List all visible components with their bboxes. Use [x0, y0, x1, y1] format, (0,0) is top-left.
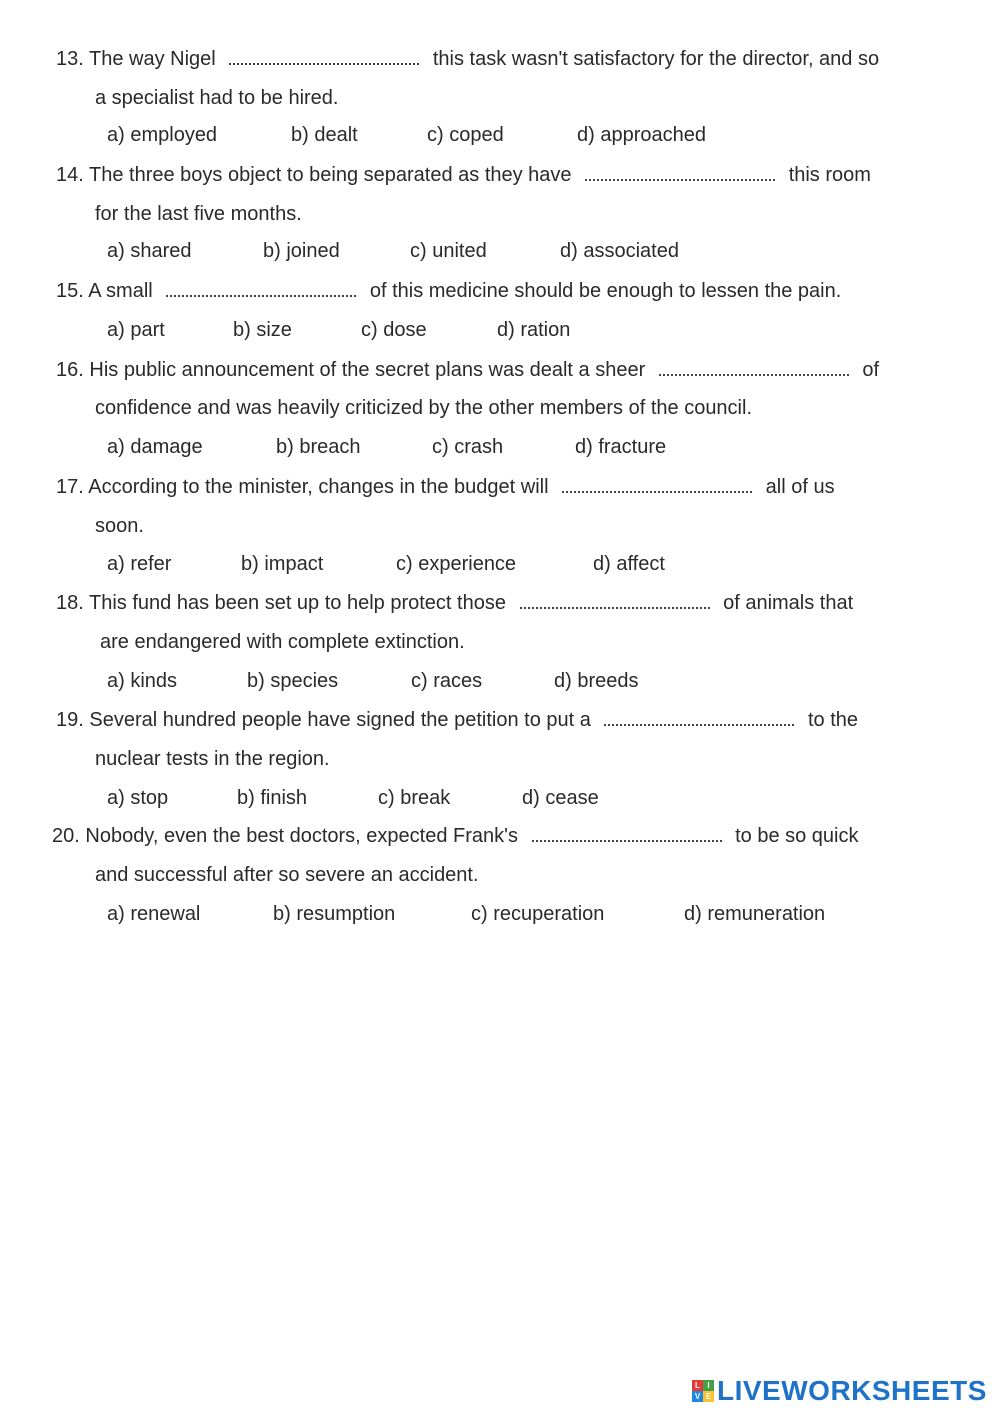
answer-blank[interactable] [221, 47, 427, 71]
question-line [52, 824, 859, 848]
question-continuation: are endangered with complete extinction. [100, 631, 465, 653]
question-number: 18. [56, 592, 84, 614]
question-number: 17. [56, 476, 84, 498]
option-a[interactable]: a) refer [107, 553, 172, 575]
question-text-after: to be so quick [735, 825, 859, 847]
option-b[interactable]: b) species [247, 670, 339, 692]
question-continuation: soon. [95, 515, 144, 537]
question-text-before: This fund has been set up to help protect those [89, 592, 506, 614]
question-text-after: to the [807, 709, 859, 731]
option-d[interactable]: d) remuneration [684, 903, 826, 925]
option-c[interactable]: c) recuperation [471, 903, 605, 925]
question-continuation: confidence and was heavily criticized by the other members of the council. [95, 397, 753, 419]
option-b[interactable]: b) finish [237, 787, 308, 809]
question-text-after: of this medicine should be enough to lessen the pain. [369, 280, 842, 302]
option-b[interactable]: b) size [233, 319, 292, 341]
option-a[interactable]: a) kinds [107, 670, 178, 692]
question-text-before: Several hundred people have signed the petition to put a [89, 709, 591, 731]
question-continuation: for the last five months. [95, 203, 302, 225]
question-number: 15. [56, 280, 84, 302]
question-line [56, 163, 871, 187]
liveworksheets-logo [692, 1376, 987, 1406]
question-number: 20. [52, 825, 80, 847]
answer-blank[interactable] [596, 708, 802, 732]
option-a[interactable]: a) part [107, 319, 165, 341]
option-a[interactable]: a) renewal [107, 903, 201, 925]
question-number: 14. [56, 164, 84, 186]
option-d[interactable]: d) approached [577, 124, 706, 146]
question-line [56, 279, 841, 303]
option-d[interactable]: d) breeds [554, 670, 639, 692]
option-c[interactable]: c) races [411, 670, 483, 692]
option-b[interactable]: b) breach [276, 436, 361, 458]
answer-blank[interactable] [512, 591, 718, 615]
option-c[interactable]: c) break [378, 787, 451, 809]
answer-blank[interactable] [554, 475, 760, 499]
question-continuation: and successful after so severe an accident. [95, 864, 479, 886]
option-d[interactable]: d) associated [560, 240, 679, 262]
option-d[interactable]: d) affect [593, 553, 665, 575]
option-c[interactable]: c) coped [427, 124, 504, 146]
question-number: 19. [56, 709, 84, 731]
question-text-after: of animals that [723, 592, 854, 614]
question-line [56, 708, 858, 732]
question-text-before: The way Nigel [89, 48, 216, 70]
option-c[interactable]: c) united [410, 240, 487, 262]
question-continuation: a specialist had to be hired. [95, 87, 339, 109]
option-c[interactable]: c) crash [432, 436, 504, 458]
question-text-before: Nobody, even the best doctors, expected Frank's [85, 825, 518, 847]
option-b[interactable]: b) joined [263, 240, 340, 262]
answer-blank[interactable] [524, 824, 730, 848]
logo-mark-letter: V [692, 1391, 703, 1402]
question-line [56, 475, 835, 499]
logo-mark-icon [692, 1380, 714, 1402]
logo-mark-letter: L [692, 1380, 703, 1391]
option-d[interactable]: d) ration [497, 319, 571, 341]
question-text-after: this task wasn't satisfactory for the director, and so [432, 48, 880, 70]
option-c[interactable]: c) experience [396, 553, 517, 575]
question-text-before: The three boys object to being separated as they have [89, 164, 572, 186]
question-text-after: all of us [765, 476, 835, 498]
option-a[interactable]: a) shared [107, 240, 192, 262]
logo-text: LIVEWORKSHEETS [717, 1375, 987, 1406]
question-text-before: His public announcement of the secret plans was dealt a sheer [89, 359, 646, 381]
question-number: 16. [56, 359, 84, 381]
option-a[interactable]: a) stop [107, 787, 169, 809]
option-d[interactable]: d) fracture [575, 436, 667, 458]
question-line [56, 358, 879, 382]
question-text-before: According to the minister, changes in the budget will [88, 476, 549, 498]
question-line [56, 47, 879, 71]
answer-blank[interactable] [577, 163, 783, 187]
logo-mark-letter: E [703, 1391, 714, 1402]
question-text-after: of [862, 359, 880, 381]
option-c[interactable]: c) dose [361, 319, 427, 341]
option-a[interactable]: a) damage [107, 436, 203, 458]
option-b[interactable]: b) resumption [273, 903, 396, 925]
answer-blank[interactable] [158, 279, 364, 303]
option-b[interactable]: b) impact [241, 553, 324, 575]
question-text-before: A small [88, 280, 153, 302]
logo-mark-letter: I [703, 1380, 714, 1391]
option-b[interactable]: b) dealt [291, 124, 358, 146]
question-continuation: nuclear tests in the region. [95, 748, 330, 770]
question-line [56, 591, 853, 615]
option-d[interactable]: d) cease [522, 787, 599, 809]
question-number: 13. [56, 48, 84, 70]
question-text-after: this room [788, 164, 871, 186]
option-a[interactable]: a) employed [107, 124, 218, 146]
answer-blank[interactable] [651, 358, 857, 382]
